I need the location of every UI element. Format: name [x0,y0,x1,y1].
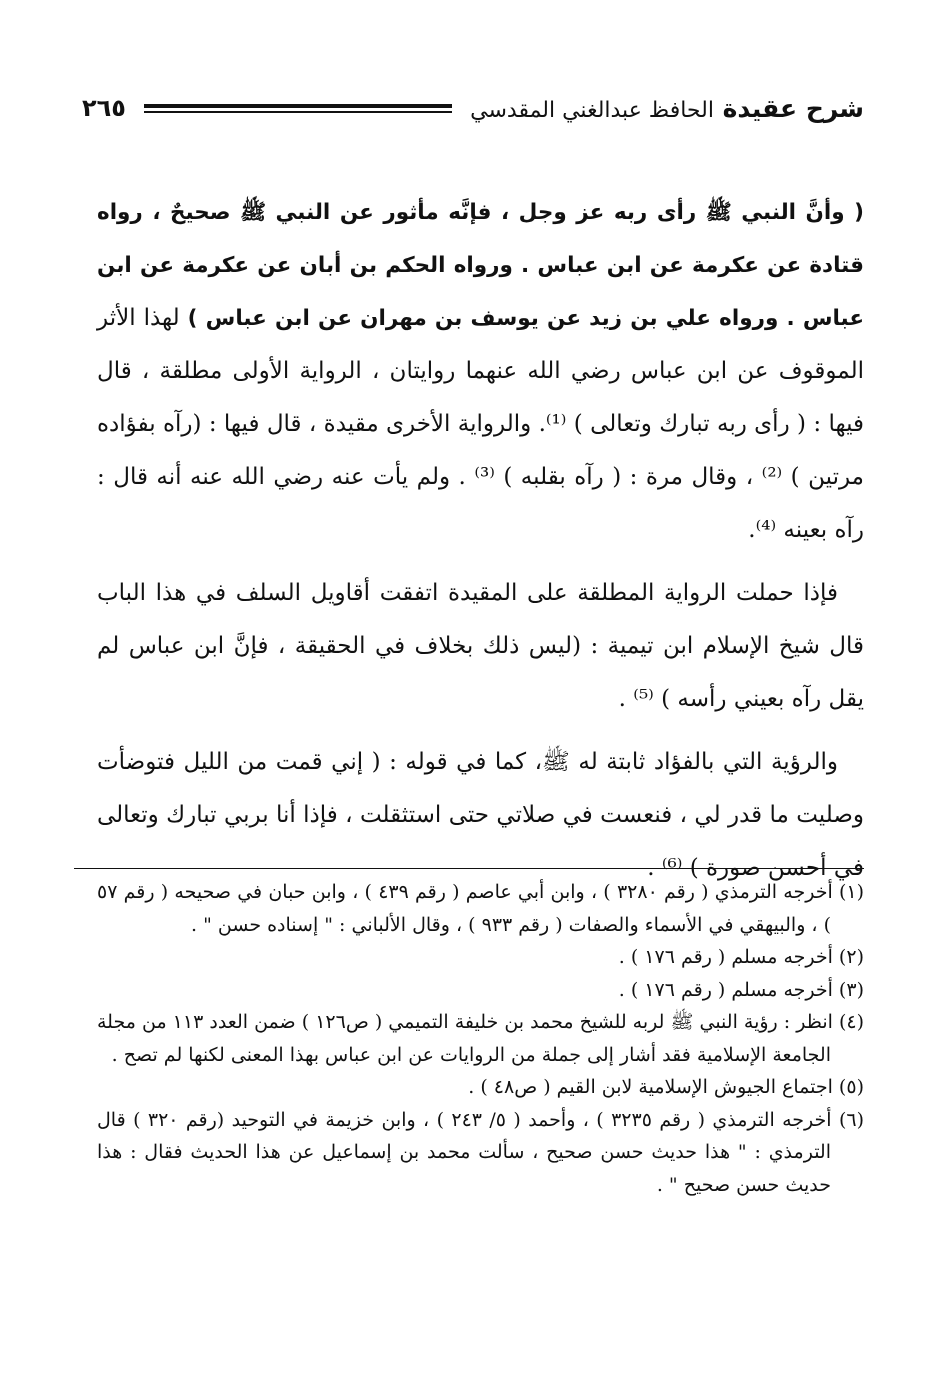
running-title [470,94,864,123]
page-header [82,86,864,130]
footnote-2: (٢) أخرجه مسلم ( رقم ١٧٦ ) . [618,946,864,968]
main-text [97,186,864,905]
footnote-separator [74,868,864,869]
footnote-6: (٦) أخرجه الترمذي ( رقم ٣٢٣٥ ) ، وأحمد ( ٥/ ٢٤٣ ) ، وابن خزيمة في التوحيد (رقم ٣٢٠ ) قال الترمذي : " هذا حديث حسن صحيح ، سألت محمد بن إسماعيل عن هذا الحديث فقال : هذا حديث حسن صحيح " . [97,1108,864,1196]
quoted-statement: ( وأنَّ النبي ﷺ رأى ربه عز وجل ، فإنَّه مأثور عن النبي ﷺ صحيحٌ ، رواه قتادة عن عكرمة عن ابن عباس . ورواه الحكم بن أبان عن عكرمة عن ابن عباس . ورواه علي بن زيد عن يوسف بن مهران عن ابن عباس ) [97,200,865,331]
paragraph-1-commentary: لهذا الأثر الموقوف عن ابن عباس رضي الله عنهما روايتان ، الرواية الأولى مطلقة ، قال فيها : ( رأى ربه تبارك وتعالى ) ⁽¹⁾. والرواية الأخرى مقيدة ، قال فيها : (رآه بفؤاده مرتين ) ⁽²⁾ ، وقال مرة : ( رآه بقلبه ) ⁽³⁾ . ولم يأت عنه رضي الله عنه أنه قال : رآه بعينه ⁽⁴⁾. [97,305,865,543]
running-title-main: شرح عقيدة [722,93,864,123]
footnote-5: (٥) اجتماع الجيوش الإسلامية لابن القيم ( ص٤٨ ) . [468,1076,864,1098]
page-number: ٢٦٥ [82,94,126,122]
footnote-1: (١) أخرجه الترمذي ( رقم ٣٢٨٠ ) ، وابن أبي عاصم ( رقم ٤٣٩ ) ، وابن حبان في صحيحه ( رقم ٥٧ ) ، والبيهقي في الأسماء والصفات ( رقم ٩٣٣ ) ، وقال الألباني : " إسناده حسن " . [97,881,864,936]
paragraph-3: والرؤية التي بالفؤاد ثابتة له ﷺ، كما في قوله : ( إني قمت من الليل فتوضأت وصليت ما قدر لي ، فنعست في صلاتي حتى استثقلت ، فإذا أنا بربي تبارك وتعالى في أحسن صورة ) ⁽⁶⁾ . [97,749,864,881]
running-title-sub: الحافظ عبدالغني المقدسي [470,97,714,123]
paragraph-1 [97,186,864,557]
footnote-4: (٤) انظر : رؤية النبي ﷺ لربه للشيخ محمد بن خليفة التميمي ( ص١٢٦ ) ضمن العدد ١١٣ من مجلة الجامعة الإسلامية فقد أشار إلى جملة من الروايات عن ابن عباس بهذا المعنى لكنها لم تصح . [97,1011,864,1066]
footnote-3: (٣) أخرجه مسلم ( رقم ١٧٦ ) . [618,978,864,1001]
paragraph-2: فإذا حملت الرواية المطلقة على المقيدة اتفقت أقاويل السلف في هذا الباب قال شيخ الإسلام ابن تيمية : (ليس ذلك بخلاف في الحقيقة ، فإنَّ ابن عباس لم يقل رآه بعيني رأسه ) ⁽⁵⁾ . [97,580,864,712]
header-rule [144,104,452,113]
footnotes [97,876,864,1201]
